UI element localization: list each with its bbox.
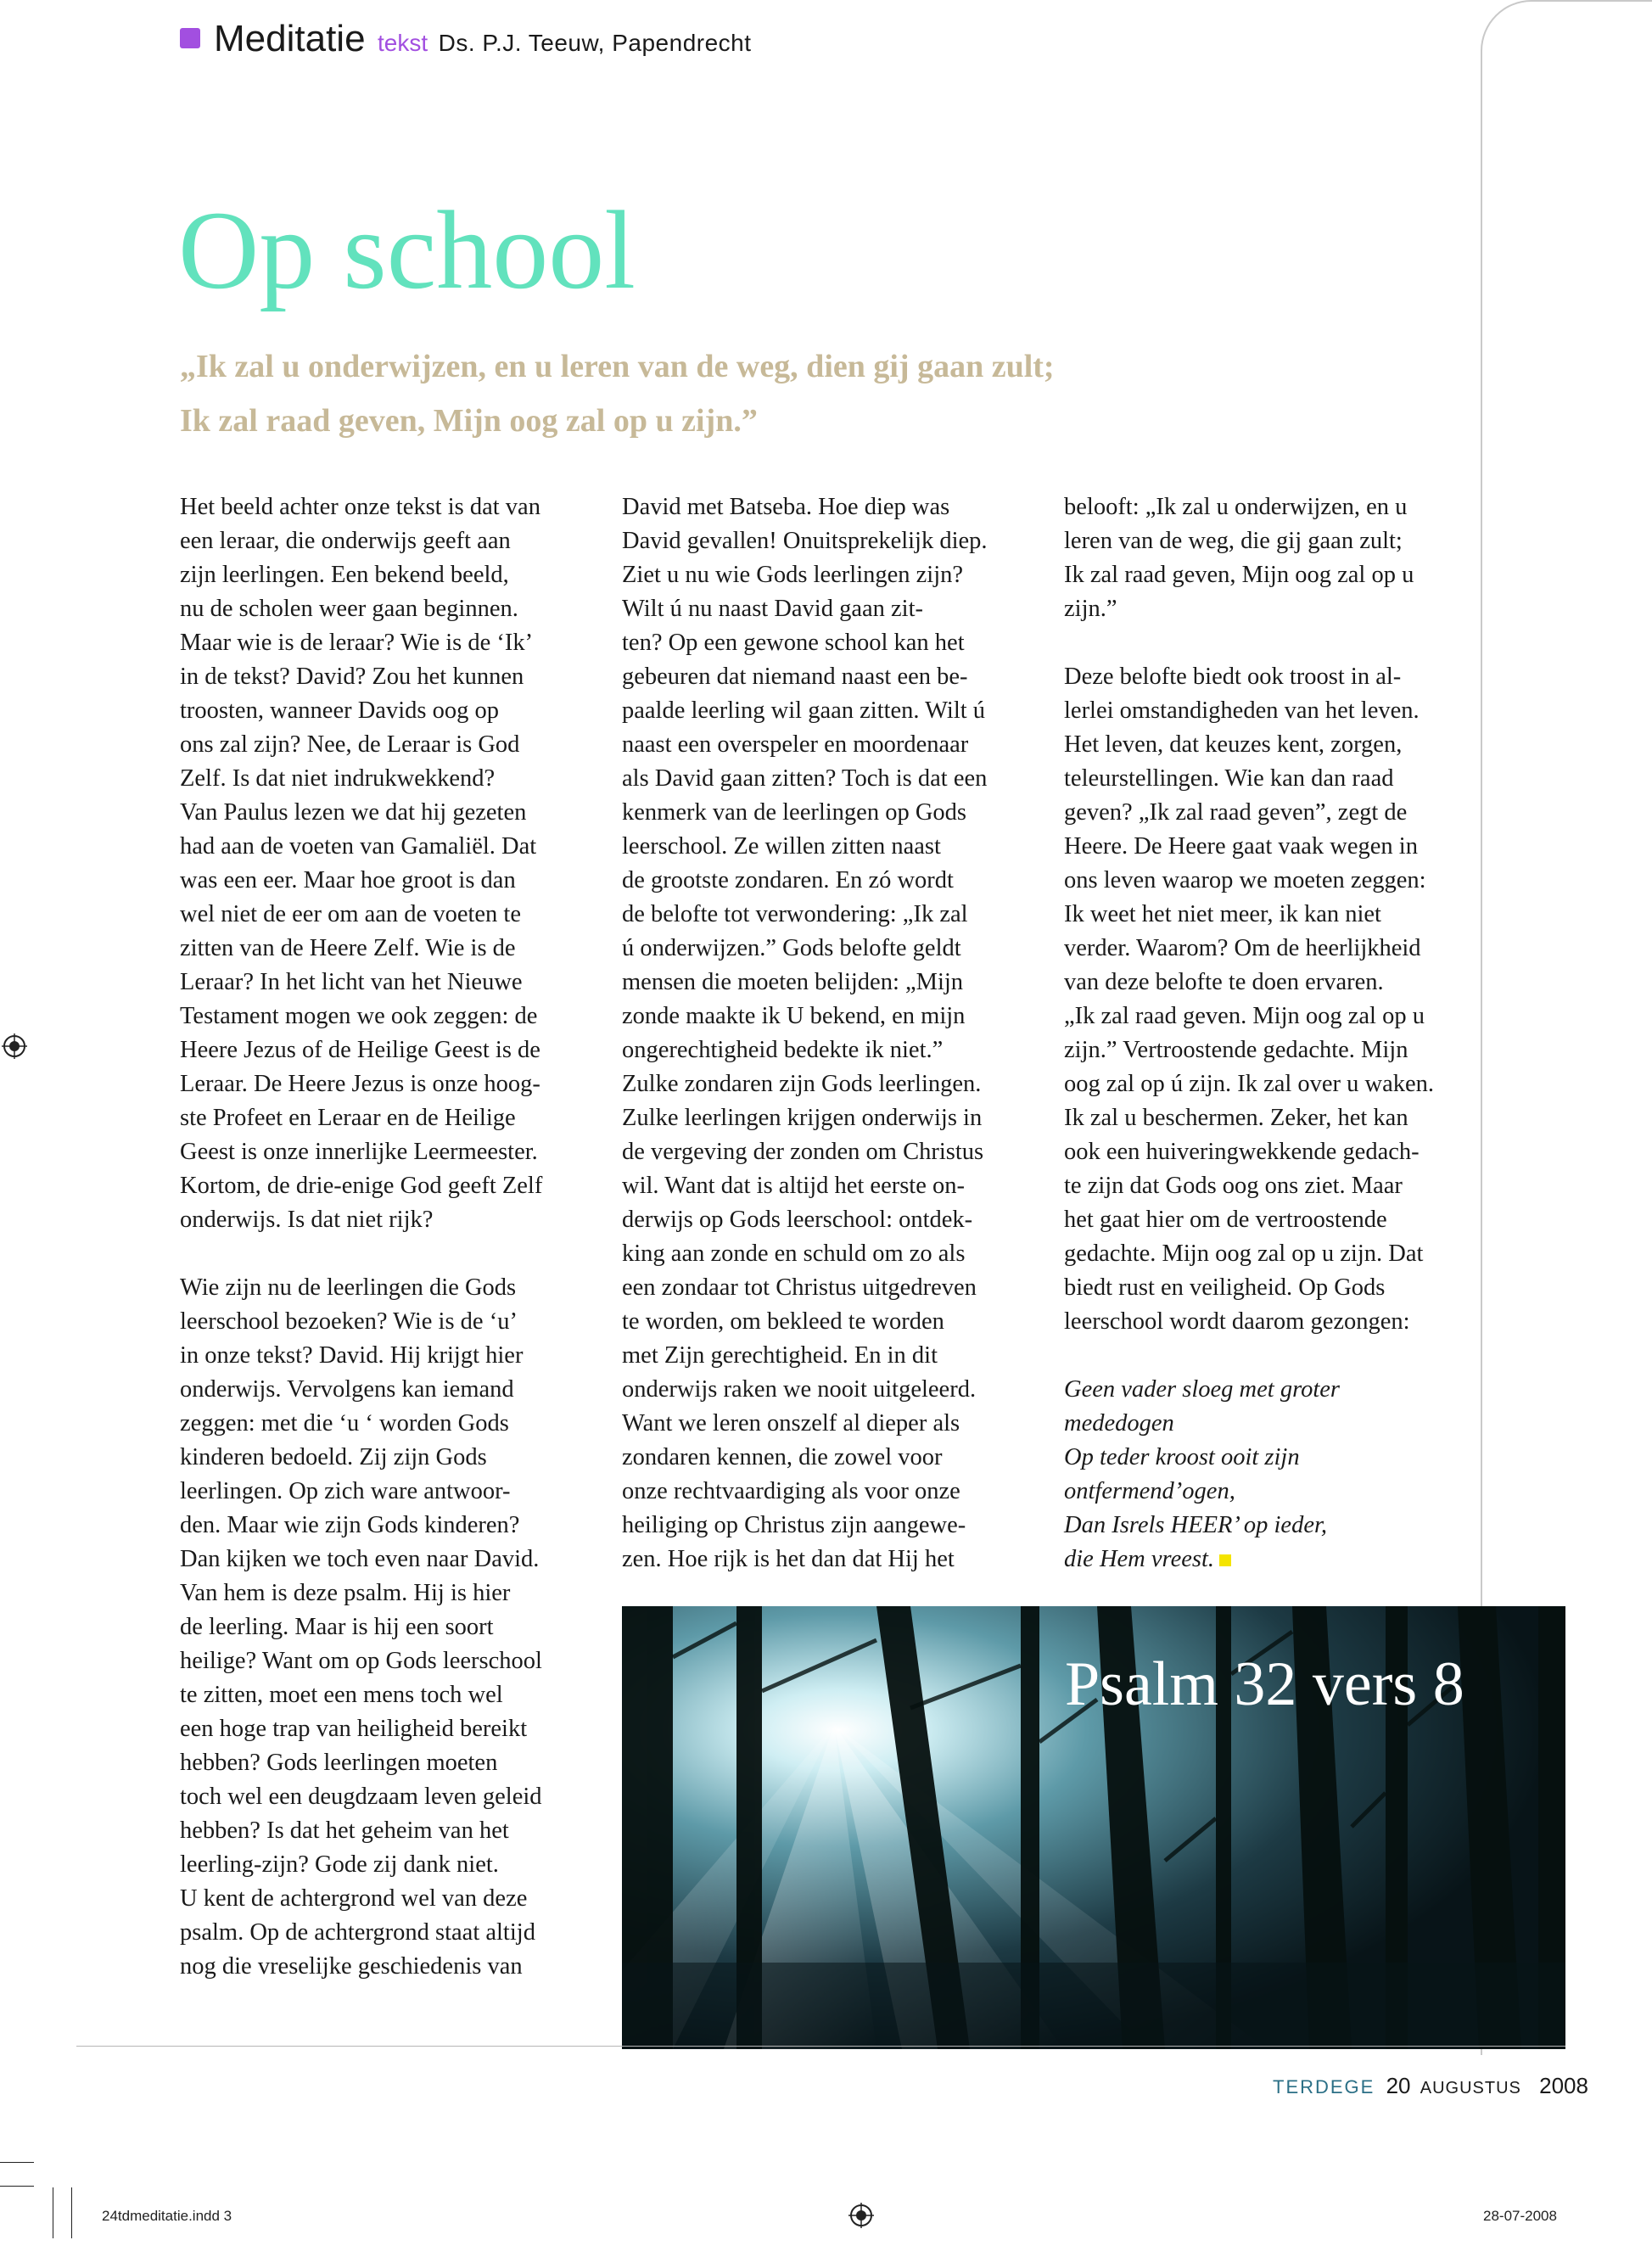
text-line: biedt rust en veiligheid. Op Gods — [1064, 1274, 1386, 1301]
text-line: heilige? Want om op Gods leerschool — [180, 1648, 542, 1674]
text-line: gebeuren dat niemand naast een be- — [622, 664, 968, 690]
text-line: mensen die moeten belijden: „Mijn — [622, 969, 964, 995]
text-line: psalm. Op de achtergrond staat altijd — [180, 1919, 535, 1946]
quote-line: Ik zal raad geven, Mijn oog zal op u zijn.” — [180, 403, 758, 439]
text-line: toch wel een deugdzaam leven geleid — [180, 1784, 542, 1810]
footer-rule — [76, 2046, 1565, 2047]
text-line: Want we leren onszelf al dieper als — [622, 1410, 960, 1437]
text-line: naast een overspeler en moordenaar — [622, 731, 969, 758]
text-line: Zulke zondaren zijn Gods leerlingen. — [622, 1071, 982, 1097]
section-header — [214, 15, 752, 71]
text-line: als David gaan zitten? Toch is dat een — [622, 765, 988, 792]
paragraph-gap — [1064, 1339, 1497, 1373]
text-line: „Ik zal raad geven. Mijn oog zal op u — [1064, 1003, 1425, 1029]
text-line: het gaat hier om de vertroostende — [1064, 1207, 1387, 1233]
end-mark-icon — [1219, 1554, 1231, 1566]
text-line: leerling-zijn? Gode zij dank niet. — [180, 1851, 499, 1878]
text-line: ons leven waarop we moeten zeggen: — [1064, 867, 1426, 893]
section-marker-square — [180, 28, 200, 48]
text-line: Wilt ú nu naast David gaan zit- — [622, 596, 923, 622]
text-line: in de tekst? David? Zou het kunnen — [180, 664, 524, 690]
text-line: van deze belofte te doen ervaren. — [1064, 969, 1384, 995]
magazine-name: TERDEGE — [1273, 2076, 1375, 2097]
text-line: te worden, om bekleed te worden — [622, 1308, 944, 1335]
crop-mark — [71, 2187, 72, 2238]
verse-line: mededogen — [1064, 1410, 1174, 1437]
text-line: nog die vreselijke geschiedenis van — [180, 1953, 523, 1980]
text-line: ten? Op een gewone school kan het — [622, 630, 965, 656]
text-line: kenmerk van de leerlingen op Gods — [622, 799, 966, 826]
text-line: Leraar. De Heere Jezus is onze hoog- — [180, 1071, 540, 1097]
text-line: te zijn dat Gods oog ons ziet. Maar — [1064, 1173, 1403, 1199]
text-line: leerschool wordt daarom gezongen: — [1064, 1308, 1410, 1335]
slug-filename: 24tdmeditatie.indd 3 — [102, 2208, 232, 2224]
text-line: wel niet de eer om aan de voeten te — [180, 901, 521, 927]
text-line: leerschool bezoeken? Wie is de ‘u’ — [180, 1308, 518, 1335]
text-line: Zulke leerlingen krijgen onderwijs in — [622, 1105, 983, 1131]
text-line: een hoge trap van heiligheid bereikt — [180, 1716, 528, 1742]
text-line: te zitten, moet een mens toch wel — [180, 1682, 503, 1708]
text-line: Ik weet het niet meer, ik kan niet — [1064, 901, 1381, 927]
text-line: leren van de weg, die gij gaan zult; — [1064, 528, 1403, 554]
page-footer — [1273, 2069, 1588, 2105]
text-line: onze rechtvaardiging als voor onze — [622, 1478, 960, 1504]
text-line: was een eer. Maar hoe groot is dan — [180, 867, 516, 893]
text-line: zijn.” Vertroostende gedachte. Mijn — [1064, 1037, 1408, 1063]
text-line: had aan de voeten van Gamaliël. Dat — [180, 833, 537, 860]
text-line: de leerling. Maar is hij een soort — [180, 1614, 494, 1640]
verse-line: Op teder kroost ooit zijn — [1064, 1444, 1300, 1470]
text-line: zijn.” — [1064, 596, 1117, 622]
registration-mark-icon — [848, 2203, 874, 2228]
text-line: de belofte tot verwondering: „Ik zal — [622, 901, 968, 927]
issue-year: 2008 — [1539, 2073, 1588, 2098]
paragraph-gap — [1064, 626, 1497, 660]
text-line: oog zal op ú zijn. Ik zal over u waken. — [1064, 1071, 1435, 1097]
text-line: onderwijs. Is dat niet rijk? — [180, 1207, 434, 1233]
text-line: hebben? Gods leerlingen moeten — [180, 1750, 498, 1776]
text-line: zeggen: met die ‘u ‘ worden Gods — [180, 1410, 509, 1437]
psalm-verse — [1064, 1373, 1497, 1577]
paragraph-gap — [180, 1237, 613, 1271]
text-line: Het beeld achter onze tekst is dat van — [180, 494, 540, 520]
verse-line: Dan Isrels HEER’ op ieder, — [1064, 1512, 1328, 1538]
text-line: David met Batseba. Hoe diep was — [622, 494, 950, 520]
text-line: den. Maar wie zijn Gods kinderen? — [180, 1512, 520, 1538]
article-title: Op school — [178, 188, 636, 312]
author-credit: Ds. P.J. Teeuw, Papendrecht — [438, 30, 752, 56]
text-line: leerlingen. Op zich ware antwoor- — [180, 1478, 511, 1504]
text-line: David gevallen! Onuitsprekelijk diep. — [622, 528, 988, 554]
text-line: verder. Waarom? Om de heerlijkheid — [1064, 935, 1421, 961]
credit-label: tekst — [378, 30, 428, 56]
text-line: U kent de achtergrond wel van deze — [180, 1885, 528, 1912]
text-line: met Zijn gerechtigheid. En in dit — [622, 1342, 938, 1369]
text-line: belooft: „Ik zal u onderwijzen, en u — [1064, 494, 1408, 520]
text-line: Deze belofte biedt ook troost in al- — [1064, 664, 1402, 690]
text-line: Kortom, de drie-enige God geeft Zelf — [180, 1173, 543, 1199]
text-line: kinderen bedoeld. Zij zijn Gods — [180, 1444, 487, 1470]
quote-line: „Ik zal u onderwijzen, en u leren van de weg, dien gij gaan zult; — [180, 349, 1055, 384]
text-line: Geest is onze innerlijke Leermeester. — [180, 1139, 538, 1165]
text-line: ú onderwijzen.” Gods belofte geldt — [622, 935, 961, 961]
text-line: Zelf. Is dat niet indrukwekkend? — [180, 765, 496, 792]
text-line: lerlei omstandigheden van het leven. — [1064, 697, 1420, 724]
text-line: Ik zal raad geven, Mijn oog zal op u — [1064, 562, 1414, 588]
text-line: ook een huiveringwekkende gedach- — [1064, 1139, 1420, 1165]
text-line: leerschool. Ze willen zitten naast — [622, 833, 941, 860]
text-line: Leraar? In het licht van het Nieuwe — [180, 969, 523, 995]
text-line: zen. Hoe rijk is het dan dat Hij het — [622, 1546, 955, 1572]
text-line: Dan kijken we toch even naar David. — [180, 1546, 540, 1572]
text-line: paalde leerling wil gaan zitten. Wilt ú — [622, 697, 986, 724]
text-line: Testament mogen we ook zeggen: de — [180, 1003, 538, 1029]
text-line: heiliging op Christus zijn aangewe- — [622, 1512, 966, 1538]
crop-mark — [0, 2186, 34, 2187]
issue-day: 20 — [1386, 2073, 1411, 2098]
text-line: troosten, wanneer Davids oog op — [180, 697, 499, 724]
text-line: zondaren kennen, die zowel voor — [622, 1444, 943, 1470]
column-3-text — [1064, 490, 1497, 1373]
text-line: de vergeving der zonden om Christus — [622, 1139, 984, 1165]
text-line: Van Paulus lezen we dat hij gezeten — [180, 799, 527, 826]
verse-line: die Hem vreest. — [1064, 1543, 1497, 1577]
body-column-3 — [1064, 490, 1497, 1577]
text-line: wil. Want dat is altijd het eerste on- — [622, 1173, 965, 1199]
text-line: ongerechtigheid bedekte ik niet.” — [622, 1037, 944, 1063]
text-line: geven? „Ik zal raad geven”, zegt de — [1064, 799, 1408, 826]
text-line: Heere Jezus of de Heilige Geest is de — [180, 1037, 540, 1063]
text-line: Heere. De Heere gaat vaak wegen in — [1064, 833, 1418, 860]
text-line: gedachte. Mijn oog zal op u zijn. Dat — [1064, 1241, 1424, 1267]
crop-mark — [0, 2162, 34, 2163]
text-line: Van hem is deze psalm. Hij is hier — [180, 1580, 511, 1606]
text-line: zonde maakte ik U bekend, en mijn — [622, 1003, 966, 1029]
text-line: zijn leerlingen. Een bekend beeld, — [180, 562, 509, 588]
intro-quote — [180, 339, 1453, 448]
photo-caption: Psalm 32 vers 8 — [1065, 1649, 1464, 1719]
text-line: de grootste zondaren. En zó wordt — [622, 867, 954, 893]
text-line: onderwijs. Vervolgens kan iemand — [180, 1376, 514, 1403]
section-name: Meditatie — [214, 18, 366, 59]
body-column-1 — [180, 490, 613, 1984]
text-line: Maar wie is de leraar? Wie is de ‘Ik’ — [180, 630, 534, 656]
text-line: Ziet u nu wie Gods leerlingen zijn? — [622, 562, 964, 588]
text-line: een leraar, die onderwijs geeft aan — [180, 528, 511, 554]
text-line: onderwijs raken we nooit uitgeleerd. — [622, 1376, 977, 1403]
text-line: een zondaar tot Christus uitgedreven — [622, 1274, 977, 1301]
registration-mark-icon — [2, 1033, 27, 1059]
text-line: in onze tekst? David. Hij krijgt hier — [180, 1342, 524, 1369]
text-line: ste Profeet en Leraar en de Heilige — [180, 1105, 516, 1131]
text-line: zitten van de Heere Zelf. Wie is de — [180, 935, 516, 961]
issue-month: AUGUSTUS — [1420, 2079, 1521, 2097]
verse-line: ontfermend’ogen, — [1064, 1478, 1235, 1504]
text-line: hebben? Is dat het geheim van het — [180, 1817, 509, 1844]
slug-date: 28-07-2008 — [1483, 2208, 1557, 2224]
text-line: Wie zijn nu de leerlingen die Gods — [180, 1274, 517, 1301]
text-line: teleurstellingen. Wie kan dan raad — [1064, 765, 1394, 792]
verse-line: Geen vader sloeg met groter — [1064, 1376, 1341, 1403]
text-line: king aan zonde en schuld om zo als — [622, 1241, 966, 1267]
body-column-2 — [622, 490, 1055, 1577]
text-line: Ik zal u beschermen. Zeker, het kan — [1064, 1105, 1408, 1131]
text-line: nu de scholen weer gaan beginnen. — [180, 596, 518, 622]
text-line: derwijs op Gods leerschool: ontdek- — [622, 1207, 973, 1233]
text-line: Het leven, dat keuzes kent, zorgen, — [1064, 731, 1403, 758]
text-line: ons zal zijn? Nee, de Leraar is God — [180, 731, 520, 758]
